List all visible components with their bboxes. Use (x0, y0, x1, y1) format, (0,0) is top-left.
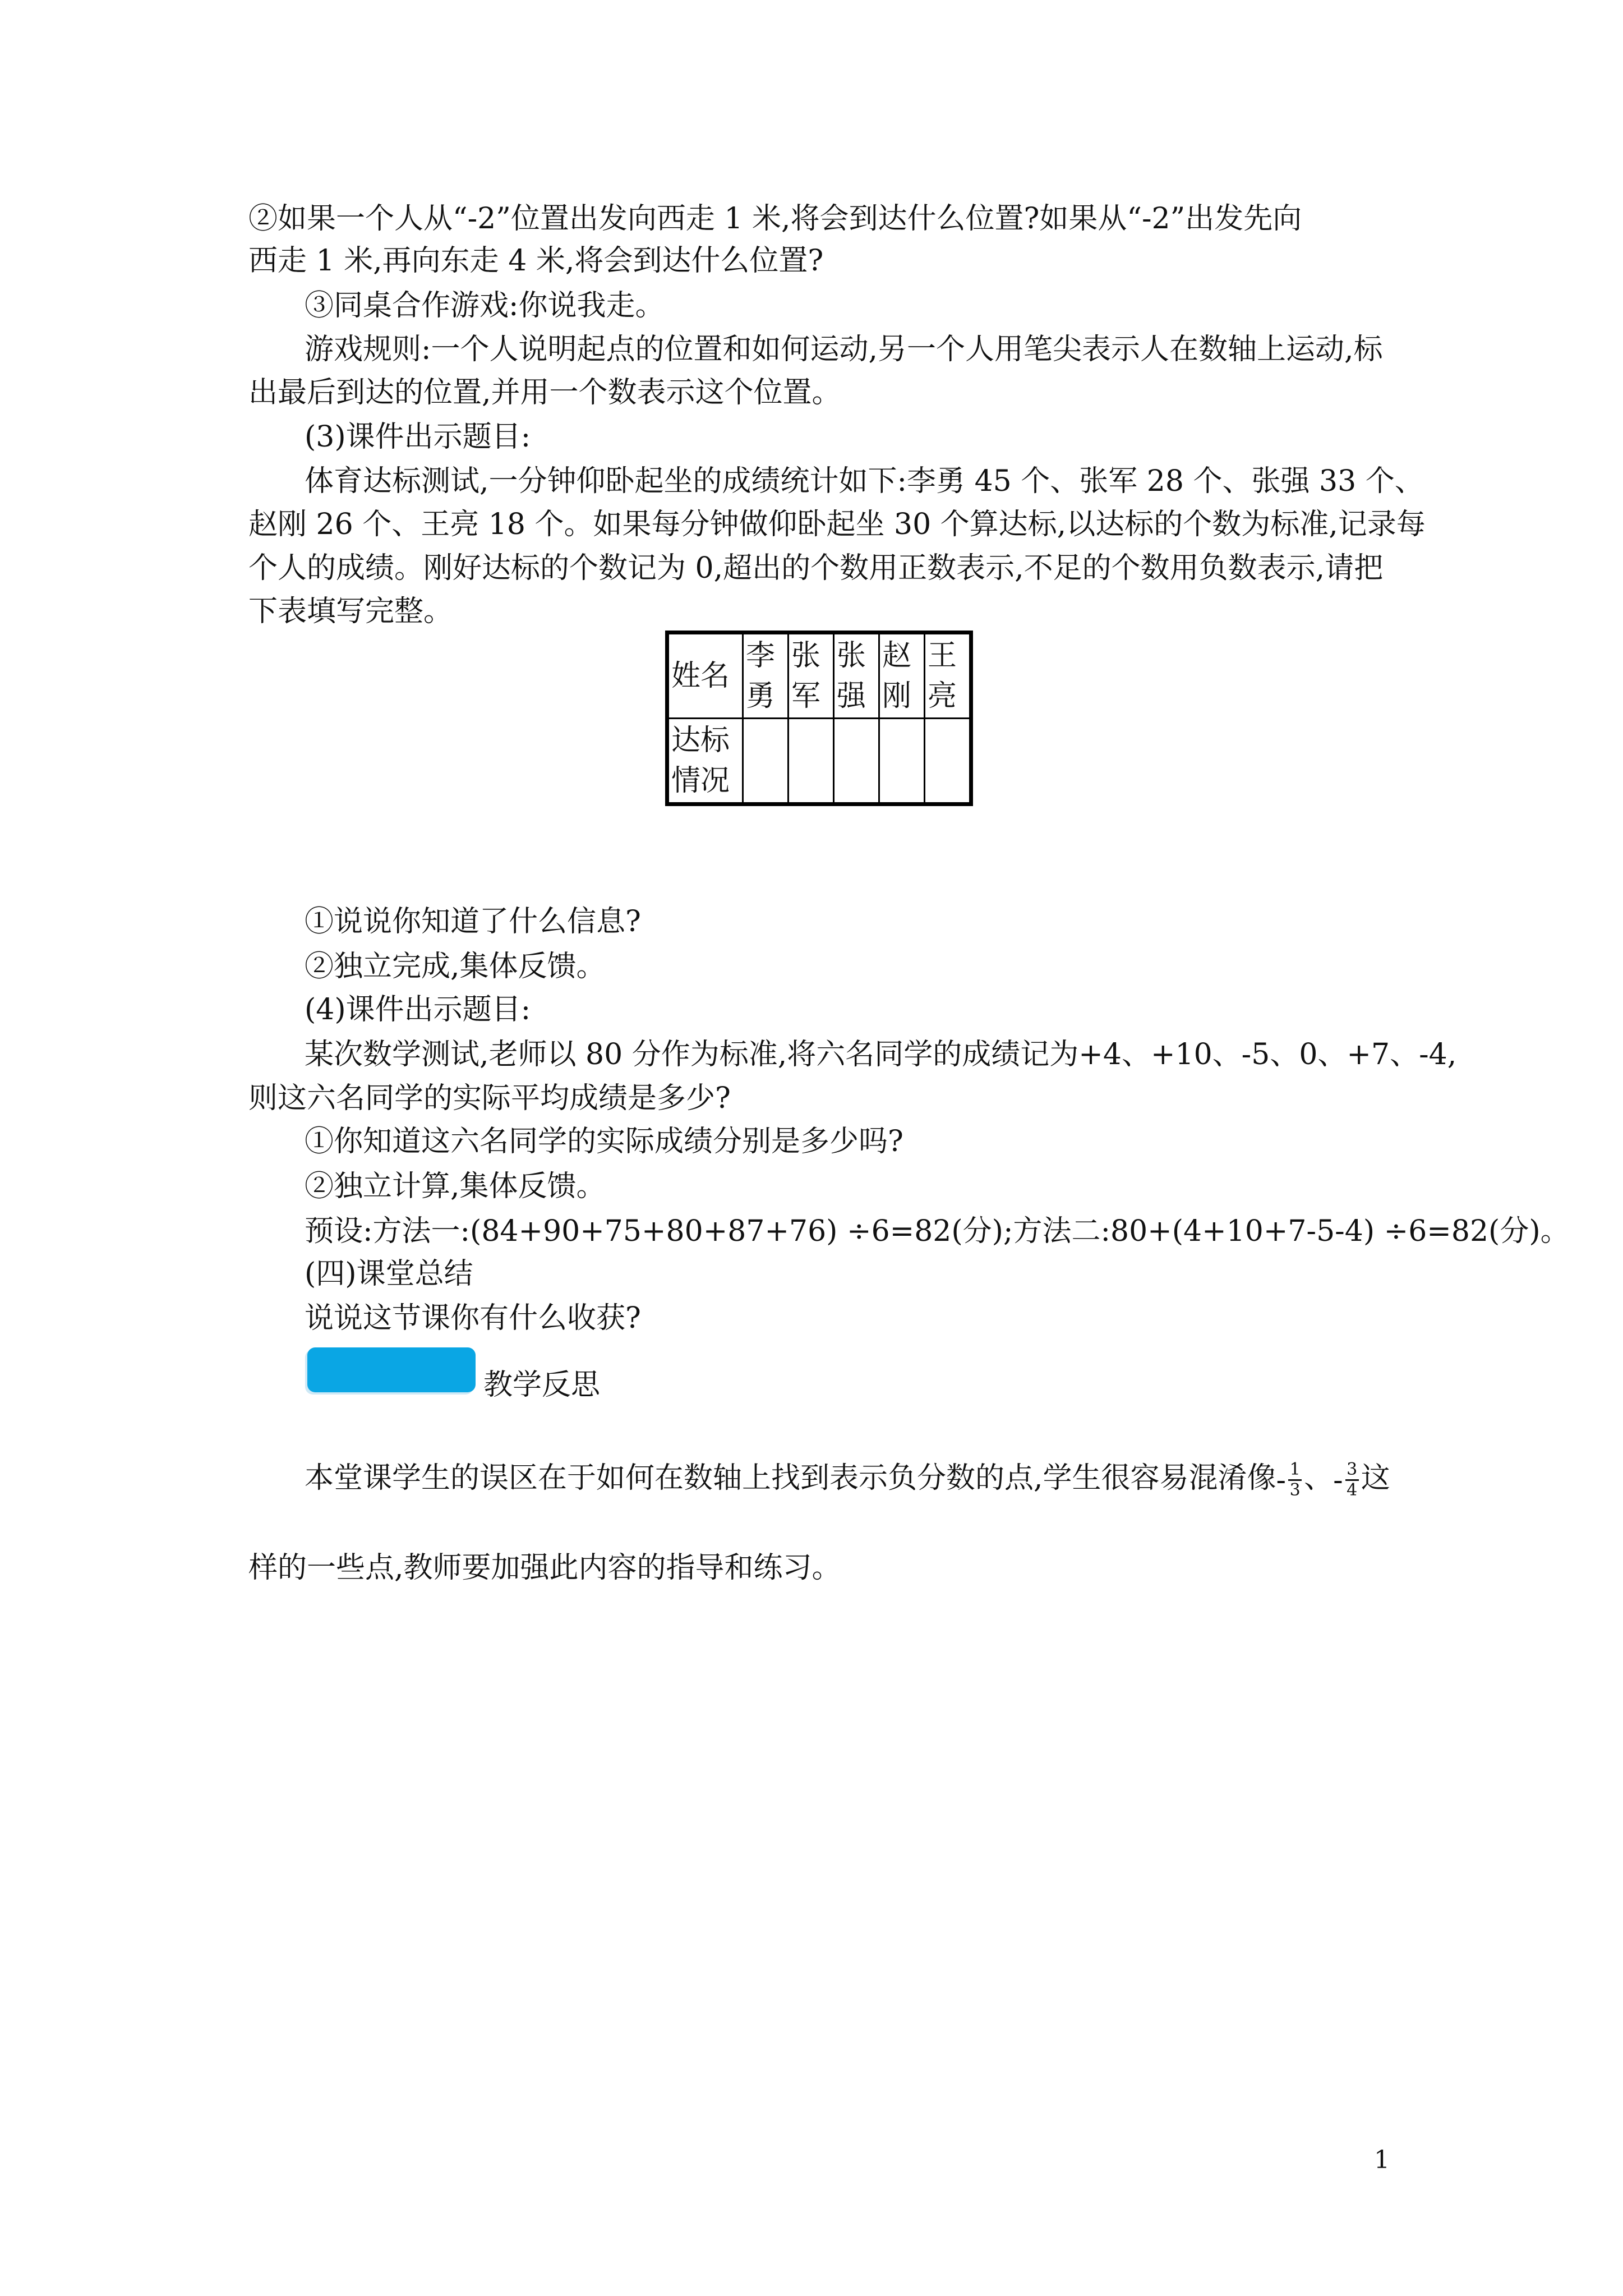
text-line: 个人的成绩。刚好达标的个数记为 0,超出的个数用正数表示,不足的个数用负数表示,请把 (248, 551, 1384, 585)
text-line: ②独立完成,集体反馈。 (305, 950, 606, 983)
text-line: 某次数学测试,老师以 80 分作为标准,将六名同学的成绩记为+4、+10、-5、0、+7、-4, (305, 1038, 1457, 1071)
text-line: 说说这节课你有什么收获? (305, 1301, 641, 1335)
text-line: 体育达标测试,一分钟仰卧起坐的成绩统计如下:李勇 45 个、张军 28 个、张强 33 个、 (305, 464, 1424, 498)
text-line: 赵刚 26 个、王亮 18 个。如果每分钟做仰卧起坐 30 个算达标,以达标的个数为标准,记录每 (248, 508, 1426, 541)
text-line: (四)课堂总结 (305, 1257, 473, 1291)
reflection-text: 本堂课学生的误区在于如何在数轴上找到表示负分数的点,学生很容易混淆像 (305, 1461, 1276, 1495)
text-line: 西走 1 米,再向东走 4 米,将会到达什么位置? (248, 244, 824, 278)
fraction-denominator: 4 (1347, 1480, 1358, 1500)
fraction (1288, 1460, 1302, 1500)
fraction-numerator: 3 (1347, 1460, 1358, 1479)
table-name-cell: 王 亮 (925, 633, 971, 719)
text-line: 预设:方法一:(84+90+75+80+87+76) ÷6=82(分);方法二:80+(4+10+7-5-4) ÷6=82(分)。 (305, 1214, 1570, 1248)
table-name-cell: 赵 刚 (879, 633, 925, 719)
table-name-cell: 张 强 (834, 633, 879, 719)
text-line: (3)课件出示题目: (305, 420, 531, 454)
text-line: ①你知道这六名同学的实际成绩分别是多少吗? (305, 1125, 903, 1158)
text-line: ①说说你知道了什么信息? (305, 905, 641, 938)
text-line: 出最后到达的位置,并用一个数表示这个位置。 (248, 376, 841, 409)
table-empty-cell (789, 719, 834, 804)
table-empty-cell (925, 719, 971, 804)
text-line: 则这六名同学的实际平均成绩是多少? (248, 1082, 731, 1115)
text-line: 游戏规则:一个人说明起点的位置和如何运动,另一个人用笔尖表示人在数轴上运动,标 (305, 333, 1383, 366)
table-header-status: 达标 情况 (667, 719, 743, 804)
text-line: ②如果一个人从“-2”位置出发向西走 1 米,将会到达什么位置?如果从“-2”出发先向 (248, 202, 1302, 236)
minus-sign: - (1276, 1463, 1287, 1497)
text-line: ②独立计算,集体反馈。 (305, 1170, 606, 1203)
table-empty-cell (834, 719, 879, 804)
section-title: 教学反思 (483, 1368, 601, 1402)
page-number: 1 (1374, 2146, 1390, 2174)
table-name-cell: 张 军 (789, 633, 834, 719)
table-empty-cell (743, 719, 789, 804)
score-table (665, 631, 973, 806)
separator: 、 (1304, 1461, 1334, 1495)
reflection-line (305, 1458, 1390, 1500)
fraction-numerator: 1 (1289, 1460, 1301, 1479)
table-empty-cell (879, 719, 925, 804)
text-line: (4)课件出示题目: (305, 993, 531, 1027)
fraction-denominator: 3 (1289, 1480, 1301, 1500)
text-line: 下表填写完整。 (248, 595, 453, 628)
section-ribbon (307, 1347, 476, 1392)
fraction (1345, 1460, 1359, 1500)
table-header-name: 姓名 (667, 633, 743, 719)
text-line: ③同桌合作游戏:你说我走。 (305, 289, 665, 323)
reflection-text: 这 (1361, 1461, 1390, 1495)
table-name-cell: 李 勇 (743, 633, 789, 719)
text-line: 样的一些点,教师要加强此内容的指导和练习。 (248, 1551, 841, 1585)
minus-sign: - (1333, 1463, 1343, 1497)
